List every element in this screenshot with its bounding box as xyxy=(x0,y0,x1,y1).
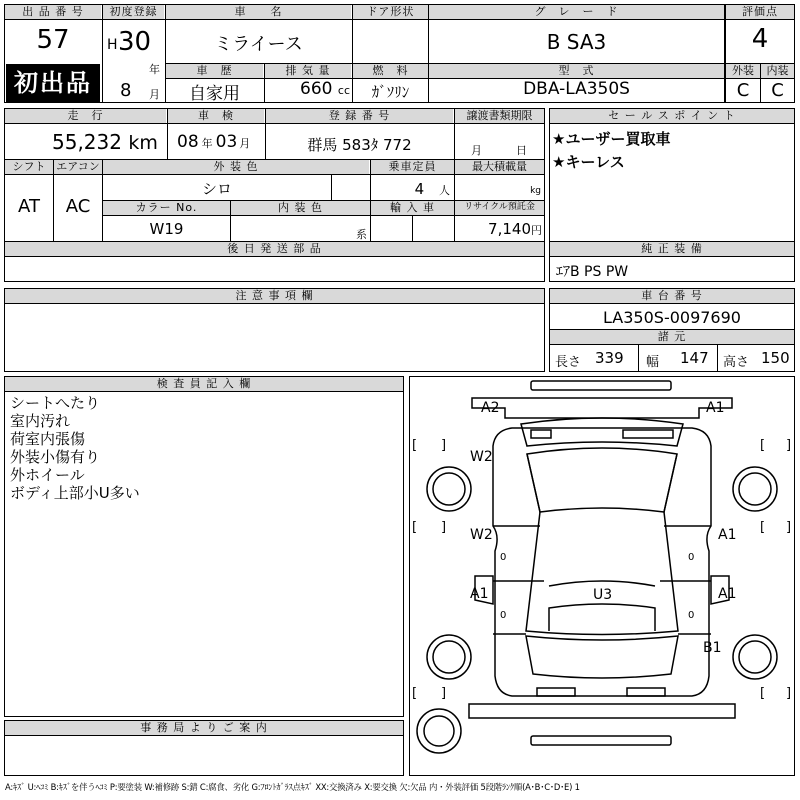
sales-point-2: ★キーレス xyxy=(552,153,625,171)
history-label: 車 歴 xyxy=(166,64,263,78)
mark-zero-2: 0 xyxy=(688,552,695,563)
fuel-label: 燃 料 xyxy=(353,64,428,78)
import-label: 輸 入 車 xyxy=(371,201,454,215)
insp-year: 08 xyxy=(177,132,199,152)
equipment-label: 純 正 装 備 xyxy=(550,242,794,256)
lot-number: 57 xyxy=(36,25,70,55)
capacity-number: 4 xyxy=(414,180,425,198)
sales-point-1: ★ユーザー買取車 xyxy=(552,130,671,148)
bracket-left-mid2: [ xyxy=(760,520,766,535)
bracket-left-top: [ xyxy=(412,438,418,453)
insp-year-unit: 年 xyxy=(201,137,213,150)
mark-zero-3: 0 xyxy=(500,610,507,621)
mark-front-right-fender: B1 xyxy=(703,640,722,656)
mileage-number: 55,232 xyxy=(52,130,122,154)
mileage-label: 走 行 xyxy=(5,109,166,123)
bracket-right-mid: ] xyxy=(441,520,447,535)
mark-rear-bumper-left: A2 xyxy=(481,400,500,416)
ac-value: AC xyxy=(65,196,91,217)
interior-label: 内装 xyxy=(761,64,794,78)
displacement-value xyxy=(268,79,350,99)
transfer-month-unit: 月 xyxy=(471,144,482,157)
history-value: 自家用 xyxy=(189,84,240,104)
mark-rear-right-door: A1 xyxy=(718,527,737,543)
model-label: 型 式 xyxy=(429,64,724,78)
bracket-right-bot2: ] xyxy=(786,686,792,701)
door-label: ドア形状 xyxy=(353,5,428,19)
capacity-value xyxy=(380,180,450,198)
dims-label: 諸 元 xyxy=(550,330,794,344)
reg-no-value: 群馬 583ﾀ 772 xyxy=(307,136,412,154)
mark-rear-bumper-right: A1 xyxy=(706,400,725,416)
inspector-line: ボディ上部小U多い xyxy=(10,484,140,502)
recycle-label: リサイクル預託金 xyxy=(455,201,544,215)
model-code: DBA-LA350S xyxy=(523,79,630,99)
inspection-label: 車 検 xyxy=(168,109,264,123)
mark-front-right-door: A1 xyxy=(718,586,737,602)
fuel-value: ｶﾞｿﾘﾝ xyxy=(371,83,410,101)
later-parts-label: 後 日 発 送 部 品 xyxy=(5,242,544,256)
inspection-value xyxy=(177,132,250,152)
color-no-label: カラー No. xyxy=(103,201,230,215)
length-label: 長さ xyxy=(555,355,582,370)
legend: A:ｷｽﾞ U:ﾍｺﾐ B:ｷｽﾞを伴うﾍｺﾐ P:要塗装 W:補修跡 S:錆 C:腐食、劣化 G:ﾌﾛﾝﾄｶﾞﾗｽ点ｷｽﾞ XX:交換済み X:要交換 欠:欠品 内・外装評価 5段階ﾗﾝｸ順(A･B･C･D･E) 1 xyxy=(5,782,580,792)
mark-front-left-door: A1 xyxy=(470,586,489,602)
insp-month: 03 xyxy=(215,132,238,152)
mark-zero-1: 0 xyxy=(500,552,507,563)
load-label: 最大積載量 xyxy=(455,160,544,174)
transfer-day-unit: 日 xyxy=(516,144,527,157)
recycle-number: 7,140 xyxy=(488,220,531,238)
reg-month-unit: 月 xyxy=(149,88,160,101)
height-label: 高さ xyxy=(723,355,750,370)
car-diagram xyxy=(409,376,795,776)
reg-month: 8 xyxy=(120,80,132,101)
chassis-number: LA350S-0097690 xyxy=(603,308,741,327)
mark-rear-left-door: W2 xyxy=(470,527,493,543)
car-name-label: 車 名 xyxy=(166,5,351,19)
ext-color-value: シロ xyxy=(201,180,232,198)
ext-color-label: 外 装 色 xyxy=(103,160,369,174)
inspector-line: 荷室内張傷 xyxy=(10,430,86,448)
reg-year-unit: 年 xyxy=(149,63,160,76)
exterior-grade: C xyxy=(736,80,750,101)
eval-label: 評価点 xyxy=(726,5,794,19)
width-value: 147 xyxy=(680,349,709,367)
sales-label: セ ー ル ス ポ イ ン ト xyxy=(550,109,794,123)
bracket-right-top2: ] xyxy=(786,438,792,453)
displacement-number: 660 xyxy=(300,79,333,99)
mark-windshield: U3 xyxy=(593,587,613,603)
color-no-value: W19 xyxy=(149,220,184,238)
notes-label: 注 意 事 項 欄 xyxy=(5,289,544,303)
mark-rear-left-quarter: W2 xyxy=(470,449,493,465)
int-color-label: 内 装 色 xyxy=(231,201,370,215)
first-listing-badge: 初出品 xyxy=(6,64,100,102)
bracket-left-bot2: [ xyxy=(760,686,766,701)
bracket-left-bot: [ xyxy=(412,686,418,701)
lot-label: 出 品 番 号 xyxy=(5,5,101,19)
reg-year: 30 xyxy=(118,27,152,57)
recycle-unit: 円 xyxy=(531,224,542,237)
bracket-right-top: ] xyxy=(441,438,447,453)
equipment-value: ｴｱB PS PW xyxy=(556,264,629,280)
exterior-label: 外装 xyxy=(726,64,760,78)
transfer-label: 譲渡書類期限 xyxy=(455,109,544,123)
bracket-right-mid2: ] xyxy=(786,520,792,535)
load-unit: kg xyxy=(530,186,541,196)
mileage-unit: km xyxy=(128,132,158,154)
width-label: 幅 xyxy=(646,355,660,370)
inspector-line: 外ホイール xyxy=(10,466,85,484)
displacement-unit: cc xyxy=(337,84,350,97)
displacement-label: 排 気 量 xyxy=(265,64,351,78)
grade-label: グ レ ー ド xyxy=(429,5,724,19)
bracket-left-mid: [ xyxy=(412,520,418,535)
inspector-line: 室内汚れ xyxy=(10,412,71,430)
length-value: 339 xyxy=(595,349,624,367)
eval-score: 4 xyxy=(751,24,769,54)
car-name: ミライース xyxy=(214,34,303,55)
insp-month-unit: 月 xyxy=(239,137,251,150)
bracket-left-top2: [ xyxy=(760,438,766,453)
inspector-label: 検 査 員 記 入 欄 xyxy=(5,377,403,391)
interior-grade: C xyxy=(771,80,784,101)
reg-no-label: 登 録 番 号 xyxy=(266,109,453,123)
mark-zero-4: 0 xyxy=(688,610,695,621)
grade-value: B SA3 xyxy=(546,30,607,54)
bracket-right-bot: ] xyxy=(441,686,447,701)
height-value: 150 xyxy=(761,349,790,367)
capacity-label: 乗車定員 xyxy=(371,160,454,174)
first-reg-label: 初度登録 xyxy=(103,5,164,19)
inspector-line: シートへたり xyxy=(10,394,101,412)
capacity-unit: 人 xyxy=(439,184,450,197)
recycle-value xyxy=(455,220,542,238)
shift-label: シフト xyxy=(5,160,53,174)
int-color-unit: 系 xyxy=(356,228,367,241)
chassis-label: 車 台 番 号 xyxy=(550,289,794,303)
office-label: 事 務 局 よ り ご 案 内 xyxy=(5,721,403,735)
inspector-notes xyxy=(10,394,140,502)
ac-label: エアコン xyxy=(54,160,102,174)
era: H xyxy=(107,37,118,53)
mileage-value xyxy=(52,130,158,154)
inspector-line: 外装小傷有り xyxy=(10,448,101,466)
shift-value: AT xyxy=(18,196,40,217)
